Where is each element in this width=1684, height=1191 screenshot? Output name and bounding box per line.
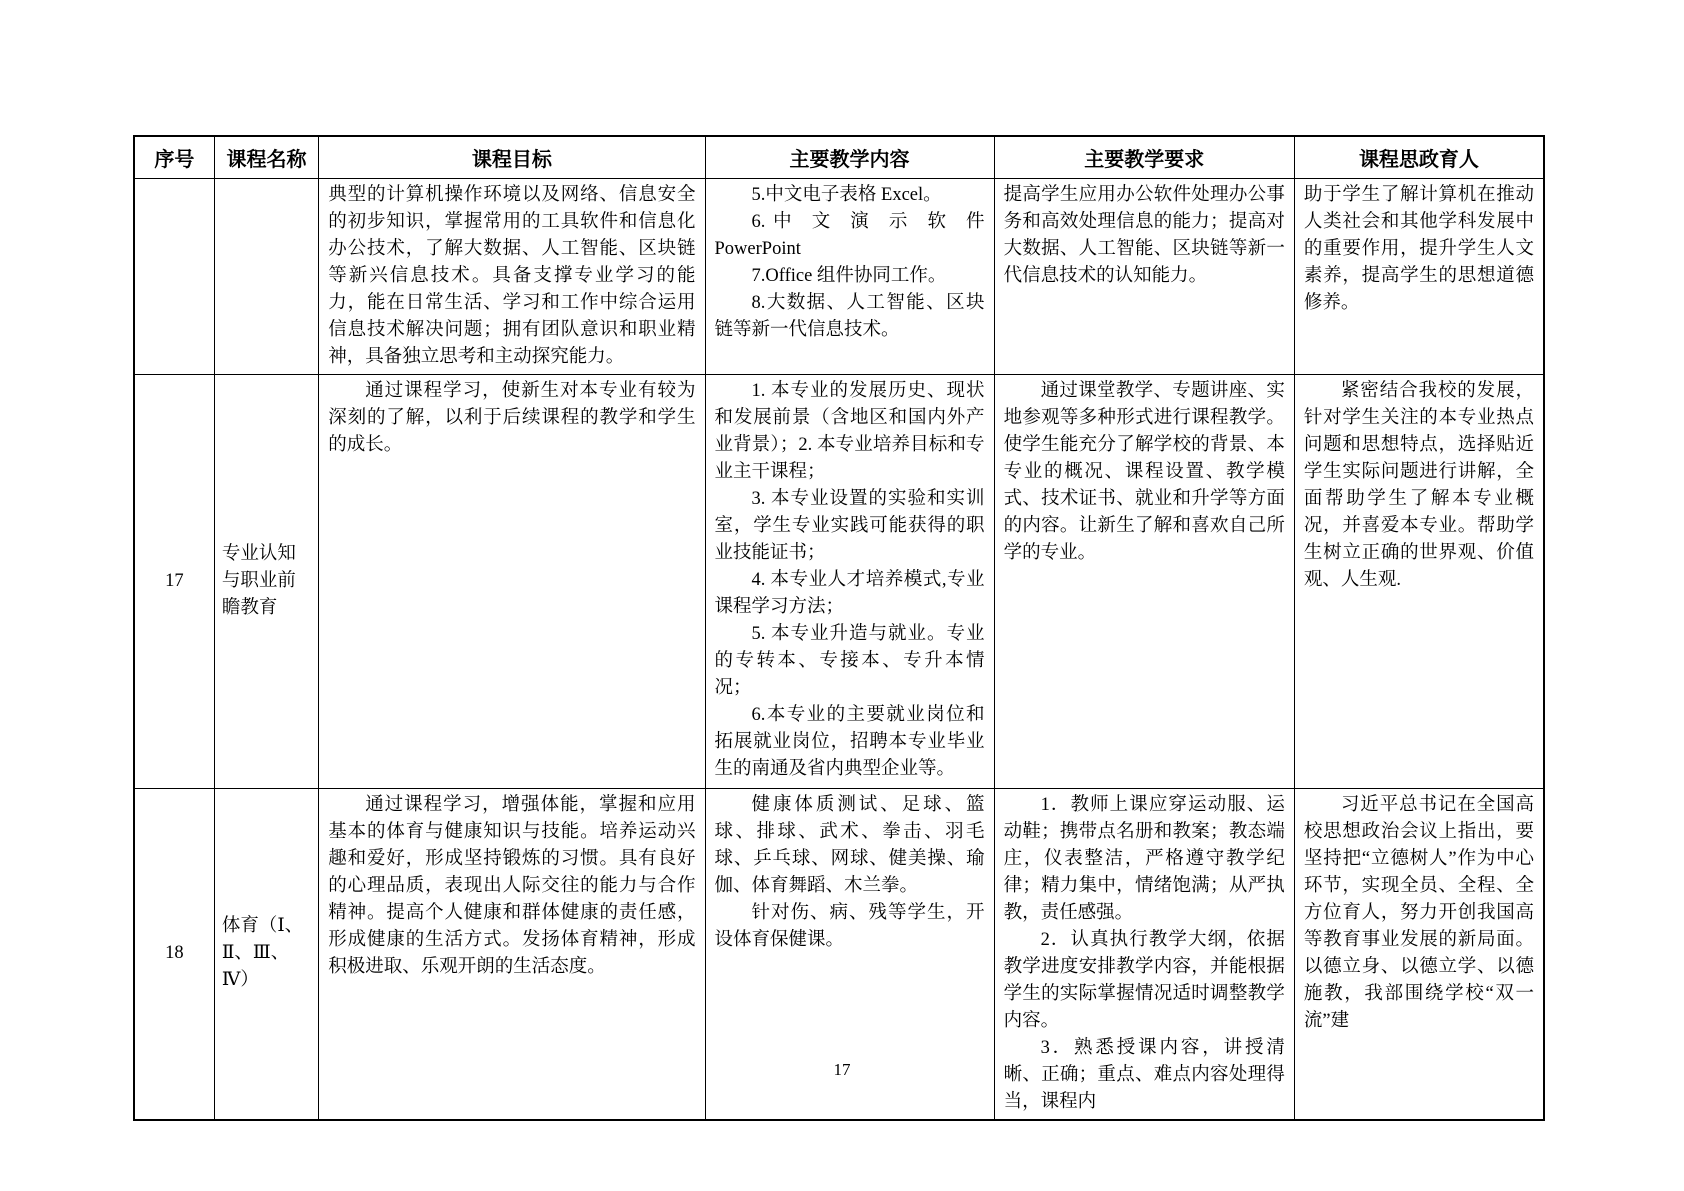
page-number: 17 <box>833 1060 851 1079</box>
paragraph: 紧密结合我校的发展，针对学生关注的本专业热点问题和思想特点，选择贴近学生实际问题进行讲解，全面帮助学生了解本专业概况，并喜爱本专业。帮助学生树立正确的世界观、价值观、人生观. <box>1303 380 1534 590</box>
cell-teaching-content <box>705 178 994 374</box>
cell-teaching-requirements <box>994 178 1294 374</box>
paragraph: 通过课程学习，使新生对本专业有较为深刻的了解，以利于后续课程的教学和学生的成长。 <box>328 380 696 455</box>
header-teaching-content: 主要教学内容 <box>705 136 994 178</box>
table-row <box>134 374 1544 788</box>
cell-ideology <box>1294 178 1544 374</box>
paragraph: 典型的计算机操作环境以及网络、信息安全的初步知识，掌握常用的工具软件和信息化办公技术，了解大数据、人工智能、区块链等新兴信息技术。具备支撑专业学习的能力，能在日常生活、学习和工作中综合运用信息技术解决问题；拥有团队意识和职业精神，具备独立思考和主动探究能力。 <box>328 184 696 367</box>
header-ideology: 课程思政育人 <box>1294 136 1544 178</box>
paragraph: 通过课堂教学、专题讲座、实地参观等多种形式进行课程教学。使学生能充分了解学校的背景、本专业的概况、课程设置、教学模式、技术证书、就业和升学等方面的内容。让新生了解和喜欢自己所学的专业。 <box>1003 380 1285 563</box>
paragraph: 健康体质测试、足球、篮球、排球、武术、拳击、羽毛球、乒乓球、网球、健美操、瑜伽、体育舞蹈、木兰拳。 <box>714 794 985 896</box>
cell-objectives <box>319 178 705 374</box>
header-objectives: 课程目标 <box>319 136 705 178</box>
cell-course-name: 体育（Ⅰ、Ⅱ、Ⅲ、Ⅳ） <box>214 788 318 1120</box>
paragraph: 6.中 文 演 示 软 件 PowerPoint <box>714 211 985 259</box>
header-seq: 序号 <box>134 136 214 178</box>
paragraph: 通过课程学习，增强体能，掌握和应用基本的体育与健康知识与技能。培养运动兴趣和爱好，形成坚持锻炼的习惯。具有良好的心理品质，表现出人际交往的能力与合作精神。提高个人健康和群体健康的责任感，形成健康的生活方式。发扬体育精神，形成积极进取、乐观开朗的生活态度。 <box>328 794 696 977</box>
paragraph: 习近平总书记在全国高校思想政治会议上指出，要坚持把“立德树人”作为中心环节，实现全员、全程、全方位育人，努力开创我国高等教育事业发展的新局面。以德立身、以德立学、以德施教，我部围绕学校“双一流”建 <box>1303 794 1534 1031</box>
paragraph: 3. 本专业设置的实验和实训室，学生专业实践可能获得的职业技能证书； <box>714 488 985 563</box>
table-row <box>134 178 1544 374</box>
paragraph: 提高学生应用办公软件处理办公事务和高效处理信息的能力；提高对大数据、人工智能、区块链等新一代信息技术的认知能力。 <box>1003 184 1285 286</box>
paragraph: 3．熟悉授课内容，讲授清晰、正确；重点、难点内容处理得当，课程内 <box>1003 1037 1285 1112</box>
header-course-name: 课程名称 <box>214 136 318 178</box>
paragraph: 1．教师上课应穿运动服、运动鞋；携带点名册和教案；教态端庄，仪表整洁，严格遵守教学纪律；精力集中，情绪饱满；从严执教，责任感强。 <box>1003 794 1285 923</box>
paragraph: 5.中文电子表格 Excel。 <box>751 184 942 205</box>
paragraph: 针对伤、病、残等学生，开设体育保健课。 <box>714 902 985 950</box>
course-syllabus-table <box>133 135 1545 1121</box>
cell-course-name <box>214 178 318 374</box>
paragraph: 1. 本专业的发展历史、现状和发展前景（含地区和国内外产业背景）；2. 本专业培养目标和专业主干课程； <box>714 380 985 482</box>
cell-seq <box>134 178 214 374</box>
paragraph: 5. 本专业升造与就业。专业的专转本、专接本、专升本情况； <box>714 623 985 698</box>
cell-objectives <box>319 374 705 788</box>
table-header-row <box>134 136 1544 178</box>
cell-teaching-requirements <box>994 374 1294 788</box>
paragraph: 2．认真执行教学大纲，依据教学进度安排教学内容，并能根据学生的实际掌握情况适时调整教学内容。 <box>1003 929 1285 1031</box>
cell-seq: 18 <box>134 788 214 1120</box>
paragraph: 6.本专业的主要就业岗位和拓展就业岗位，招聘本专业毕业生的南通及省内典型企业等。 <box>714 704 985 779</box>
cell-seq: 17 <box>134 374 214 788</box>
cell-course-name: 专业认知与职业前瞻教育 <box>214 374 318 788</box>
cell-teaching-content <box>705 374 994 788</box>
paragraph: 4. 本专业人才培养模式,专业课程学习方法； <box>714 569 985 617</box>
header-teaching-requirements: 主要教学要求 <box>994 136 1294 178</box>
cell-ideology <box>1294 374 1544 788</box>
paragraph: 助于学生了解计算机在推动人类社会和其他学科发展中的重要作用，提升学生人文素养，提高学生的思想道德修养。 <box>1303 184 1534 313</box>
paragraph: 8.大数据、人工智能、区块链等新一代信息技术。 <box>714 292 985 340</box>
paragraph: 7.Office 组件协同工作。 <box>751 265 947 286</box>
